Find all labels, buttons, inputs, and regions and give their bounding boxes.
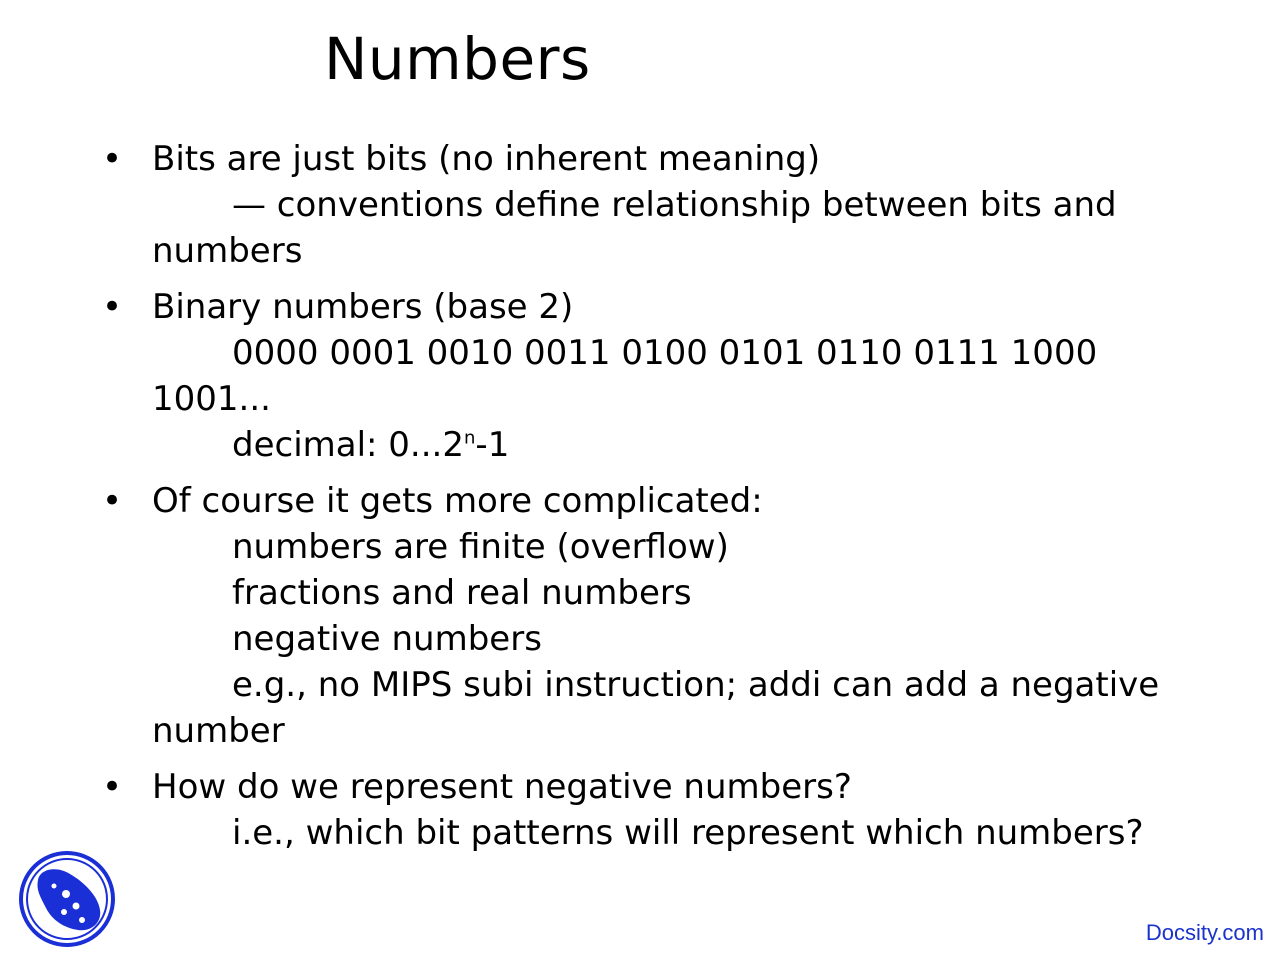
bullet-3-line-4: negative numbers [232,619,542,659]
bullet-4-line-1: How do we represent negative numbers? [152,767,852,807]
bullet-marker: • [102,287,123,327]
bullet-1-line-3: numbers [152,231,303,271]
decimal-range-suffix: -1 [475,425,510,465]
bullet-marker: • [102,767,123,807]
bullet-marker: • [102,481,123,521]
bullet-2-line-3: 1001... [152,379,271,419]
bullet-2-line-4 [232,422,509,468]
bullet-3-line-5: e.g., no MIPS subi instruction; addi can add a negative [232,665,1160,705]
bullet-3-line-1: Of course it gets more complicated: [152,481,763,521]
exponent-n: n [464,427,476,449]
docsity-watermark[interactable]: Docsity.com [1145,920,1264,945]
bullet-marker: • [102,139,123,179]
bullet-3-line-2: numbers are finite (overflow) [232,527,729,567]
bullet-2-line-1: Binary numbers (base 2) [152,287,574,327]
bullet-4-line-2: i.e., which bit patterns will represent which numbers? [232,813,1144,853]
bullet-1-line-1: Bits are just bits (no inherent meaning) [152,139,821,179]
bullet-1-line-2: — conventions define relationship between bits and [232,185,1117,225]
docsity-logo-icon [18,850,116,948]
decimal-range-text: decimal: 0...2 [232,425,464,465]
bullet-2-line-2: 0000 0001 0010 0011 0100 0101 0110 0111 1000 [232,333,1098,373]
bullet-3-line-6: number [152,711,285,751]
bullet-3-line-3: fractions and real numbers [232,573,692,613]
slide-title: Numbers [324,25,591,93]
